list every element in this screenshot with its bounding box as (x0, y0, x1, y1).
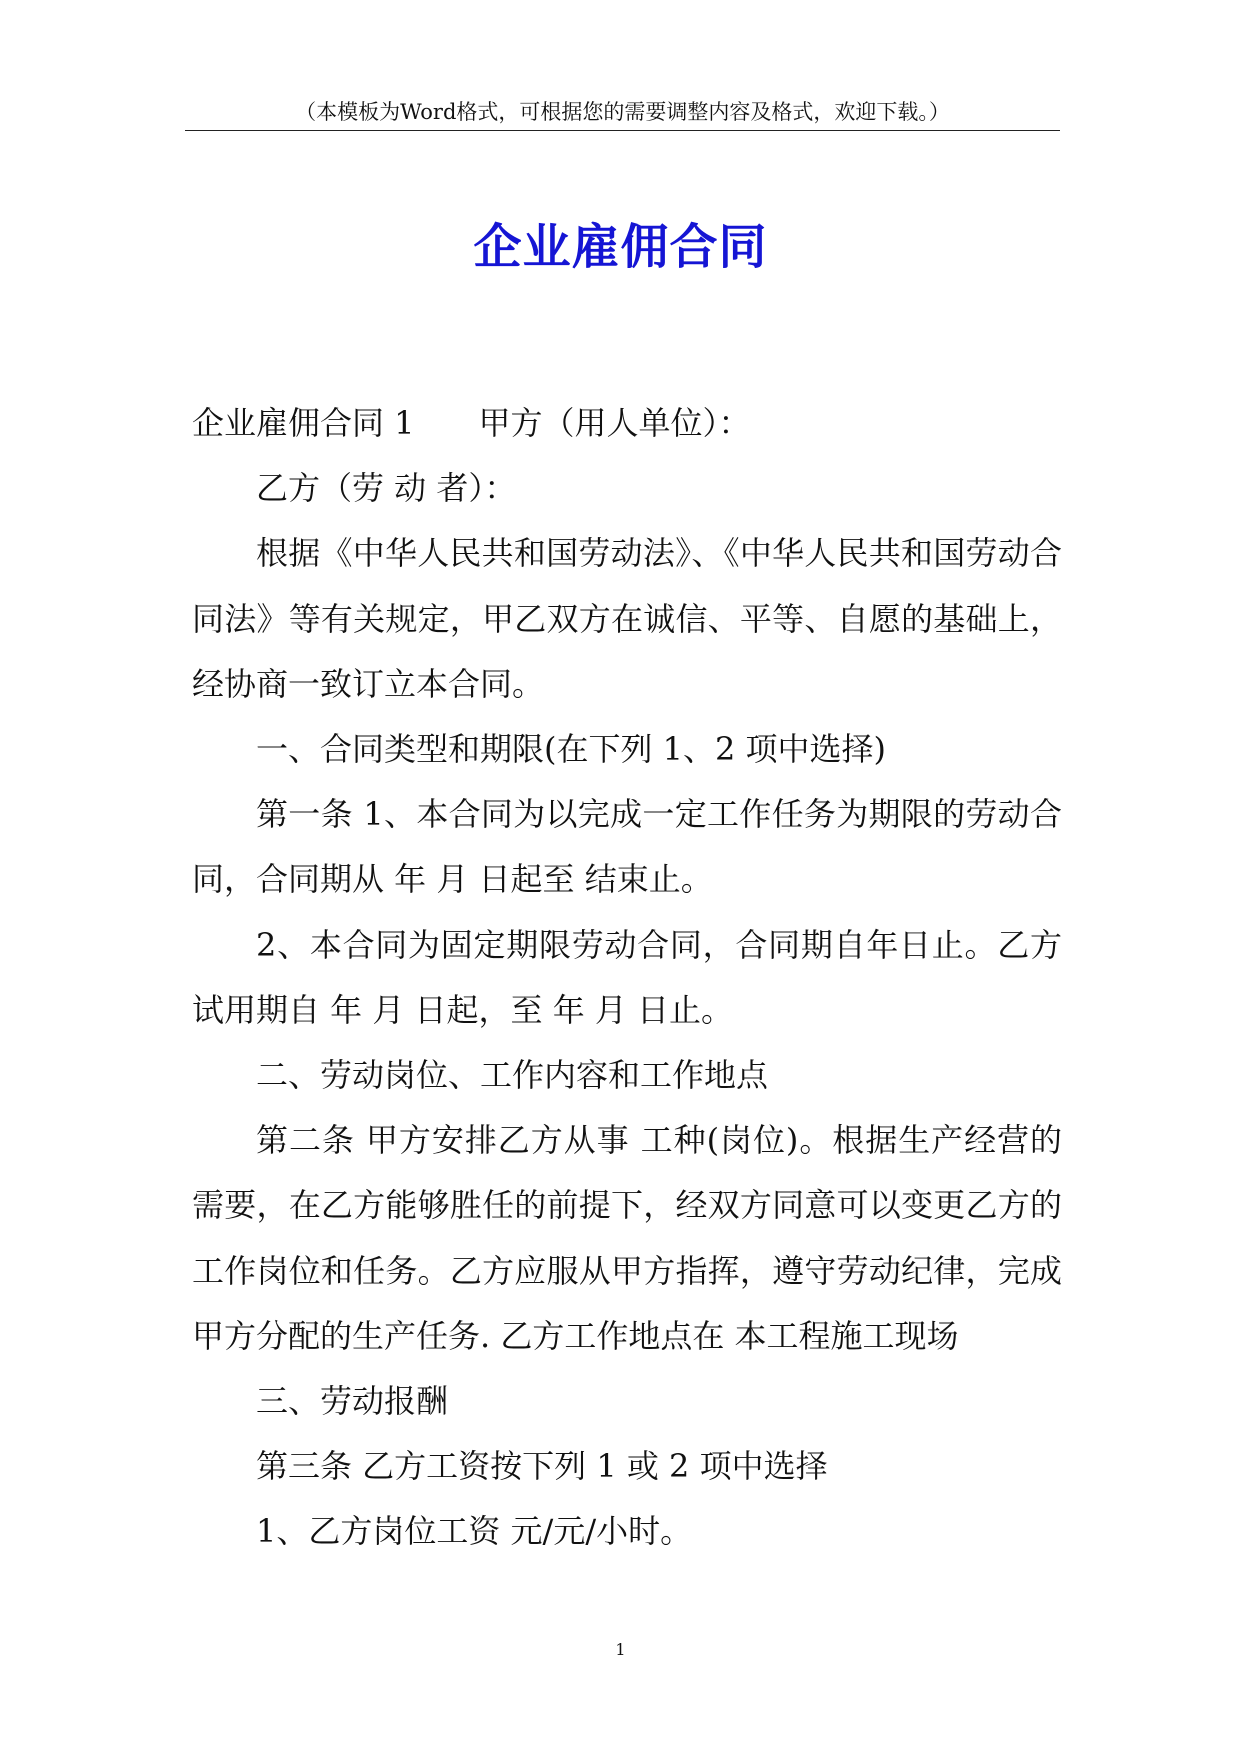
header-note: （本模板为Word格式，可根据您的需要调整内容及格式，欢迎下载。） (295, 100, 950, 124)
article-3-paragraph: 第三条 乙方工资按下列 1 或 2 项中选择 (256, 1447, 828, 1486)
section-heading-position: 二、劳动岗位、工作内容和工作地点 (256, 1056, 769, 1095)
header-divider (185, 130, 1060, 131)
party-a-line: 甲方（用人单位）： (478, 404, 751, 442)
article-2-paragraph: 第二条 甲方安排乙方从事 工种(岗位)。根据生产经营的需要，在乙方能够胜任的前提下，经双方同意可以变更乙方的工作岗位和任务。乙方应服从甲方指挥，遵守劳动纪律，完成甲方分配的生产任务. 乙方工作地点在 本工程施工现场 (192, 1121, 1062, 1355)
party-b-line: 乙方（劳 动 者）： (256, 469, 517, 508)
article-1-item-2-paragraph: 2、本合同为固定期限劳动合同，合同期自年日止。乙方试用期自 年 月 日起，至 年 月 日止。 (192, 925, 1062, 1029)
section-heading-term: 一、合同类型和期限(在下列 1、2 项中选择) (256, 730, 887, 769)
preamble-paragraph: 根据《中华人民共和国劳动法》、《中华人民共和国劳动合同法》等有关规定，甲乙双方在诚信、平等、自愿的基础上，经协商一致订立本合同。 (192, 534, 1062, 703)
article-1-paragraph: 第一条 1、本合同为以完成一定工作任务为期限的劳动合同，合同期从 年 月 日起至 结束止。 (192, 795, 1062, 899)
document-body (192, 391, 1062, 1565)
section-heading-remuneration: 三、劳动报酬 (256, 1382, 449, 1421)
lead-line (192, 391, 1062, 456)
contract-heading: 企业雇佣合同 1 (192, 404, 415, 442)
document-title: 企业雇佣合同 (473, 219, 768, 275)
page-number: 1 (615, 1640, 626, 1659)
article-3-item-1-paragraph: 1、乙方岗位工资 元/元/小时。 (256, 1512, 693, 1551)
